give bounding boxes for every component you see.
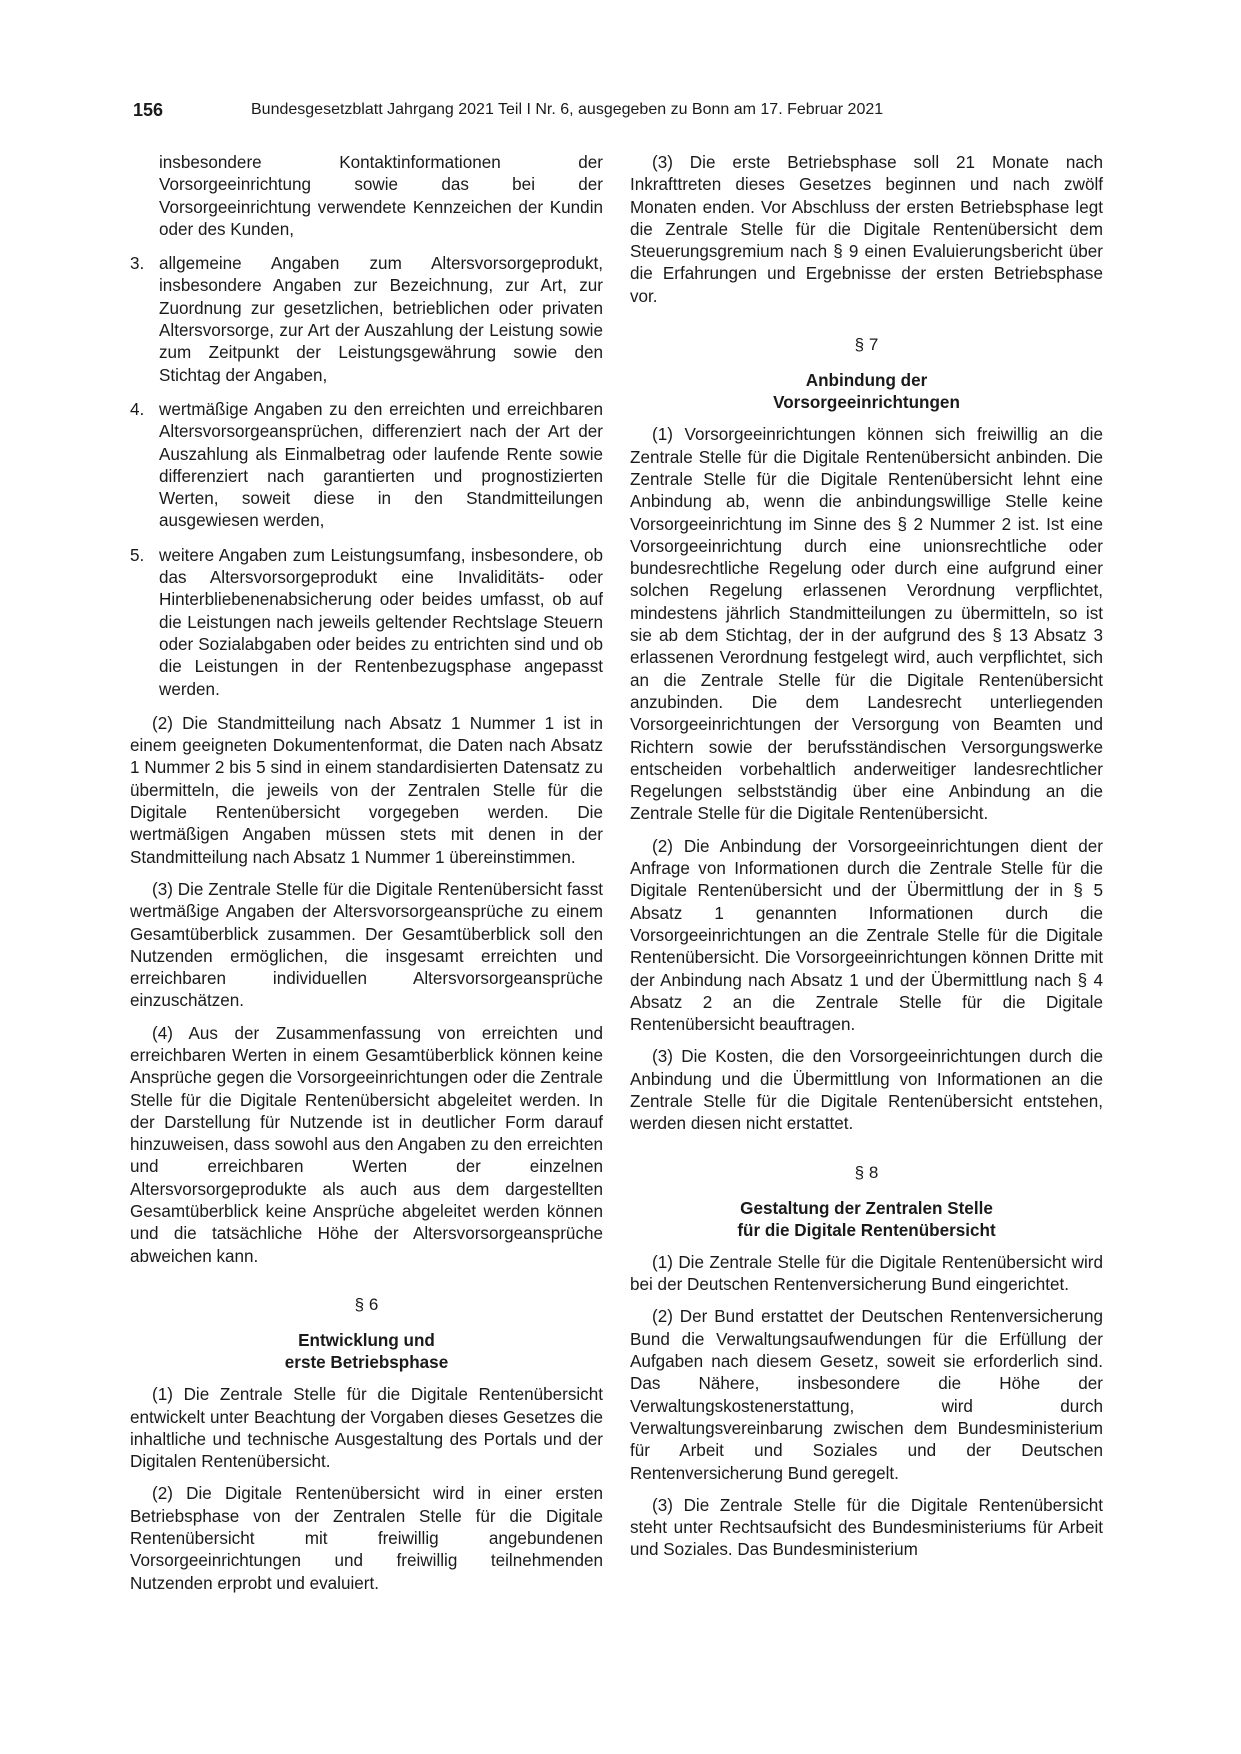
- list-item-number: 4.: [130, 399, 145, 419]
- paragraph-8-3: (3) Die Zentrale Stelle für die Digitale Rentenübersicht steht unter Rechtsaufsicht des Bundesministeriums für Arbeit und Soziales. Das Bundesministerium: [630, 1495, 1103, 1560]
- page-number: 156: [133, 100, 164, 120]
- gazette-title: Bundesgesetzblatt Jahrgang 2021 Teil I Nr. 6, ausgegeben zu Bonn am 17. Februar 2021: [251, 101, 884, 118]
- section-sign-6: § 6: [354, 1294, 379, 1314]
- list-item-text: weitere Angaben zum Leistungsumfang, insbesondere, ob das Altersvorsorgeprodukt eine Invaliditäts- oder Hinterbliebenenabsicherung oder beides umfasst, ob auf die Leistungen nach jeweils geltender Rechtslage Steuern oder Sozialabgaben oder beides zu entrichten sind und ob die Leistungen in der Rentenbezugsphase angepasst werden.: [159, 545, 603, 699]
- list-item-2-continuation: insbesondere Kontaktinformationen der Vorsorgeeinrichtung sowie das bei der Vorsorgeeinrichtung verwendete Kennzeichen der Kundin oder des Kunden,: [159, 153, 603, 239]
- paragraph-6-3: (3) Die erste Betriebsphase soll 21 Monate nach Inkrafttreten dieses Gesetzes beginnen und nach zwölf Monaten enden. Vor Abschluss der ersten Betriebsphase legt die Zentrale Stelle für die Digitale Rentenübersicht dem Steuerungsgremium nach § 9 einen Evaluierungsbericht über die Erfahrungen und Ergebnisse der ersten Betriebsphase vor.: [630, 153, 1103, 306]
- paragraph-7-1: (1) Vorsorgeeinrichtungen können sich freiwillig an die Zentrale Stelle für die Digitale Rentenübersicht anbinden. Die Zentrale Stelle für die Digitale Rentenübersicht lehnt eine Anbindung ab, wenn die anbindungswillige Stelle keine Vorsorgeeinrichtung im Sinne des § 2 Nummer 2 ist. Ist eine Vorsorgeeinrichtung durch eine unionsrechtliche oder bundesrechtliche Regelung oder durch eine aufgrund einer solchen Regelung erlassenen Verordnung verpflichtet, mindestens jährlich Standmitteilungen zu übermitteln, so ist sie ab dem Stichtag, der in der aufgrund des § 13 Absatz 3 erlassenen Verordnung festgelegt wird, auch verpflichtet, sich an die Zentrale Stelle für die Digitale Rentenübersicht anzubinden. Die dem Landesrecht unterliegenden Vorsorgeeinrichtungen der Versorgung von Beamten und Richtern sowie der berufsständischen Versorgungswerke entscheiden vorbehaltlich anderweitiger landesrechtlicher Regelungen selbstständig über eine Anbindung an die Zentrale Stelle für die Digitale Rentenübersicht.: [630, 425, 1103, 824]
- list-item-text: allgemeine Angaben zum Altersvorsorgeprodukt, insbesondere Angaben zur Bezeichnung, zur Art, zur Zuordnung zur gesetzlichen, betrieblichen oder privaten Altersvorsorge, zur Art der Auszahlung der Leistung sowie zum Zeitpunkt der Leistungsgewährung sowie den Stichtag der Angaben,: [159, 254, 603, 385]
- paragraph-6-1: (1) Die Zentrale Stelle für die Digitale Rentenübersicht entwickelt unter Beachtung der Vorgaben dieses Gesetzes die inhaltliche und technische Ausgestaltung des Portals und der Digitalen Rentenübersicht.: [130, 1385, 603, 1472]
- section-heading-line: Entwicklung und: [298, 1331, 435, 1351]
- section-heading-line: für die Digitale Rentenübersicht: [737, 1220, 996, 1240]
- right-column: [630, 152, 1103, 1572]
- paragraph-5-4: (4) Aus der Zusammenfassung von erreichten und erreichbaren Werten in einem Gesamtüberblick können keine Ansprüche gegen die Vorsorgeeinrichtungen oder die Zentrale Stelle für die Digitale Rentenübersicht abgeleitet werden. In der Darstellung für Nutzende ist in deutlicher Form darauf hinzuweisen, dass sowohl aus den Angaben zu den erreichten und erreichbaren Werten der einzelnen Altersvorsorgeprodukte als auch aus dem dargestellten Gesamtüberblick keine Ansprüche abgeleitet werden können und die tatsächliche Höhe der Altersvorsorgeansprüche abweichen kann.: [130, 1023, 603, 1266]
- paragraph-7-2: (2) Die Anbindung der Vorsorgeeinrichtungen dient der Anfrage von Informationen durch die Zentrale Stelle für die Digitale Rentenübersicht und der Übermittlung der in § 5 Absatz 1 genannten Informationen durch die Vorsorgeeinrichtungen an die Zentrale Stelle für die Digitale Rentenübersicht. Die Vorsorgeeinrichtungen können Dritte mit der Anbindung nach Absatz 1 und der Übermittlung nach § 4 Absatz 2 an die Zentrale Stelle für die Digitale Rentenübersicht beauftragen.: [630, 836, 1103, 1035]
- section-heading-line: erste Betriebsphase: [284, 1353, 449, 1373]
- list-item-number: 5.: [130, 545, 145, 565]
- section-heading-line: Gestaltung der Zentralen Stelle: [740, 1198, 993, 1218]
- paragraph-8-1: (1) Die Zentrale Stelle für die Digitale Rentenübersicht wird bei der Deutschen Rentenversicherung Bund eingerichtet.: [630, 1252, 1103, 1295]
- paragraph-5-3: (3) Die Zentrale Stelle für die Digitale Rentenübersicht fasst wertmäßige Angaben der Altersvorsorgeansprüche zu einem Gesamtüberblick zusammen. Der Gesamtüberblick soll den Nutzenden ermöglichen, die insgesamt erreichten und erreichbaren individuellen Altersvorsorgeansprüche einzuschätzen.: [130, 879, 603, 1011]
- section-heading-line: Vorsorgeeinrichtungen: [773, 393, 960, 413]
- paragraph-7-3: (3) Die Kosten, die den Vorsorgeeinrichtungen durch die Anbindung und die Übermittlung von Informationen an die Zentrale Stelle für die Digitale Rentenübersicht entstehen, werden diesen nicht erstattet.: [630, 1047, 1103, 1134]
- section-sign-8: § 8: [854, 1162, 879, 1182]
- list-item-text: wertmäßige Angaben zu den erreichten und erreichbaren Altersvorsorgeansprüchen, differenziert nach der Art der Auszahlung als Einmalbetrag oder laufende Rente sowie differenziert nach garantierten und prognostizierten Werten, soweit diese in den Standmitteilungen ausgewiesen werden,: [159, 399, 603, 531]
- list-item-number: 3.: [130, 254, 145, 274]
- section-heading-line: Anbindung der: [805, 371, 928, 391]
- left-column: [130, 152, 603, 1605]
- list-item: [130, 399, 603, 533]
- section-heading-7: [630, 370, 1103, 414]
- list-item: [130, 253, 603, 387]
- section-sign-7: § 7: [854, 335, 879, 355]
- section-heading-8: [630, 1198, 1103, 1242]
- list-item: [130, 545, 603, 701]
- page-header: [133, 100, 993, 126]
- paragraph-8-2: (2) Der Bund erstattet der Deutschen Rentenversicherung Bund die Verwaltungsaufwendungen für die Erfüllung der Aufgaben nach diesem Gesetz, soweit sie erforderlich sind. Das Nähere, insbesondere die Höhe der Verwaltungskostenerstattung, wird durch Verwaltungsvereinbarung zwischen dem Bundesministerium für Arbeit und Soziales und der Deutschen Rentenversicherung Bund geregelt.: [630, 1307, 1103, 1483]
- paragraph-6-2: (2) Die Digitale Rentenübersicht wird in einer ersten Betriebsphase von der Zentralen Stelle für die Digitale Rentenübersicht mit freiwillig angebundenen Vorsorgeeinrichtungen und freiwillig teilnehmenden Nutzenden erprobt und evaluiert.: [130, 1484, 603, 1593]
- paragraph-5-2: (2) Die Standmitteilung nach Absatz 1 Nummer 1 ist in einem geeigneten Dokumentenformat, die Daten nach Absatz 1 Nummer 2 bis 5 sind in einem standardisierten Datensatz zu übermitteln, die jeweils von der Zentralen Stelle für die Digitale Rentenübersicht vorgegeben werden. Die wertmäßigen Angaben müssen stets mit denen in der Standmitteilung nach Absatz 1 Nummer 1 übereinstimmen.: [130, 713, 603, 867]
- section-heading-6: [130, 1330, 603, 1374]
